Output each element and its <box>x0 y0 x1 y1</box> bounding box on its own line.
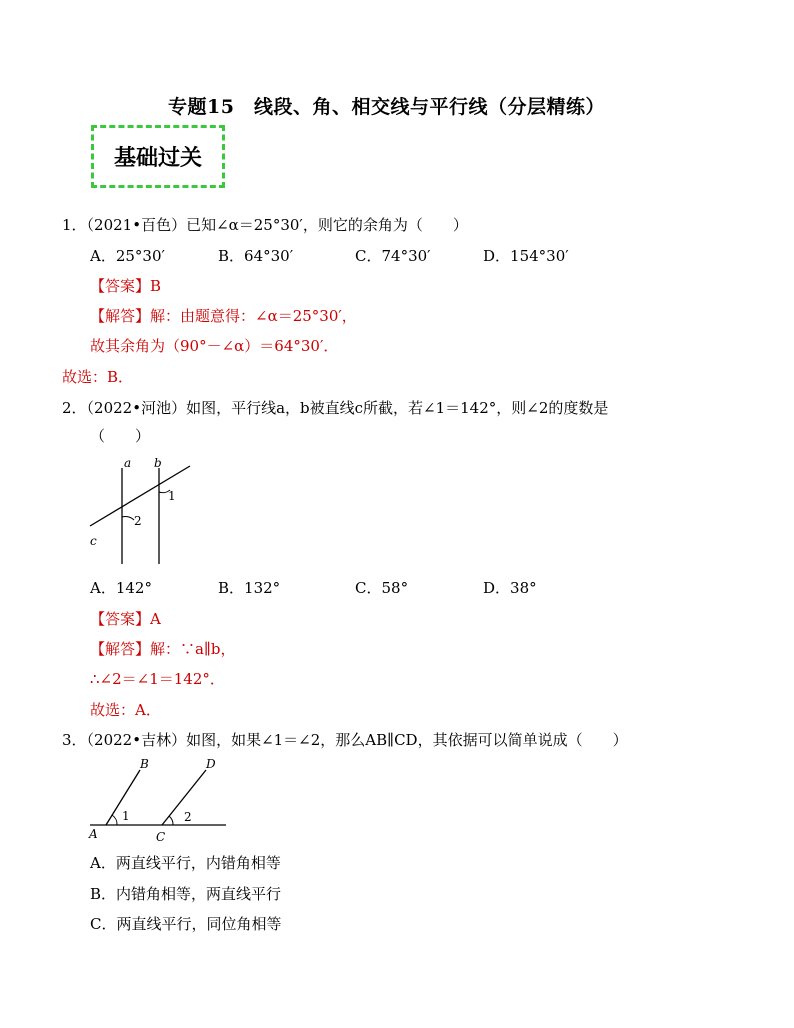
q1-solution-line2: 故其余角为（90°－∠α）＝64°30′． <box>90 337 339 355</box>
label-angle2: 2 <box>184 810 192 824</box>
angle2-arc <box>169 816 173 825</box>
label-angle1: 1 <box>168 489 176 503</box>
label-D: D <box>206 757 216 771</box>
q1-option-a: A．25°30′ <box>90 247 165 265</box>
q1-answer: 【答案】B <box>90 277 162 295</box>
q2-solution-line1: 【解答】解：∵a∥b， <box>90 640 236 658</box>
q1-option-b: B．64°30′ <box>218 247 294 265</box>
q3-option-b: B．内错角相等，两直线平行 <box>90 885 282 903</box>
q2-stem-continued: （ ） <box>90 427 151 445</box>
page-title: 专题15 线段、角、相交线与平行线（分层精练） <box>168 96 605 118</box>
section-badge: 基础过关 <box>91 125 225 188</box>
q1-option-d: D．154°30′ <box>483 247 569 265</box>
label-angle1: 1 <box>122 809 130 823</box>
label-A: A <box>89 827 98 841</box>
q2-answer: 【答案】A <box>90 610 161 628</box>
q3-figure <box>86 752 230 844</box>
q2-option-c: C．58° <box>355 579 409 597</box>
q1-option-c: C．74°30′ <box>355 247 431 265</box>
label-C: C <box>156 830 166 844</box>
label-B: B <box>140 757 149 771</box>
label-a: a <box>124 456 132 470</box>
q3-stem: 3．（2022•吉林）如图，如果∠1＝∠2，那么AB∥CD，其依据可以简单说成（ ） <box>62 731 628 749</box>
q1-solution-line1: 【解答】解：由题意得：∠α＝25°30′， <box>90 307 357 325</box>
angle2-arc <box>122 516 134 520</box>
q1-stem: 1．（2021•百色）已知∠α＝25°30′，则它的余角为（ ） <box>62 216 468 234</box>
label-angle2: 2 <box>134 514 142 528</box>
q2-stem: 2．（2022•河池）如图，平行线a，b被直线c所截，若∠1＝142°，则∠2的度数是 <box>62 399 609 417</box>
label-c: c <box>90 534 97 548</box>
q2-solution-line2: ∴∠2＝∠1＝142°． <box>90 670 225 688</box>
q2-option-b: B．132° <box>218 579 281 597</box>
q1-choose: 故选：B． <box>62 368 134 386</box>
q3-option-a: A．两直线平行，内错角相等 <box>90 854 281 872</box>
q2-option-a: A．142° <box>90 579 152 597</box>
q2-figure <box>82 452 198 570</box>
q3-option-c: C．两直线平行，同位角相等 <box>90 915 282 933</box>
q2-choose: 故选：A． <box>90 701 161 719</box>
angle1-arc <box>112 815 117 825</box>
q2-option-d: D．38° <box>483 579 537 597</box>
label-b: b <box>154 456 162 470</box>
